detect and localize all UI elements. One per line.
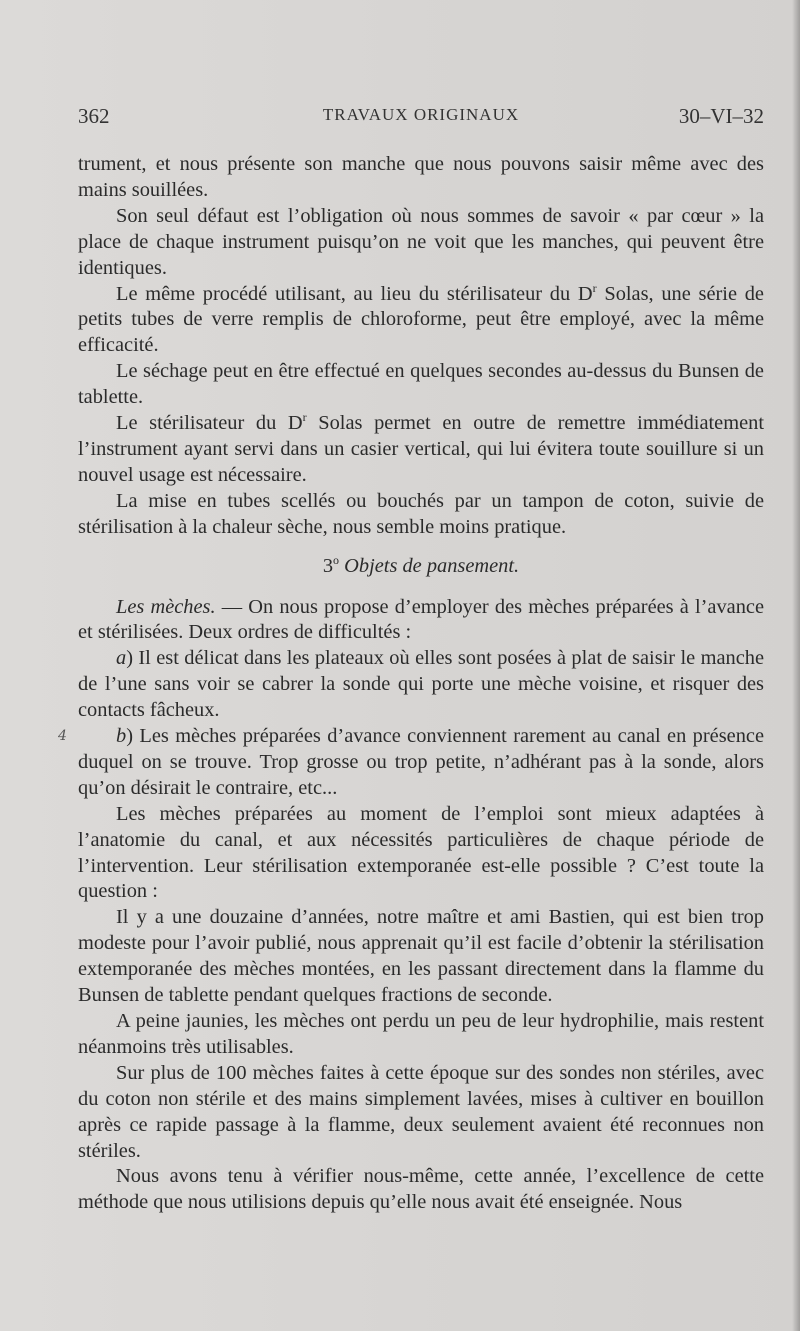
paragraph-8-text: ) Il est délicat dans les plateaux où elles sont posées à plat de saisir le manche de l’une sans voir se cabrer la sonde qui porte une mèche voisine, et risquer des contacts fâcheux. (78, 647, 764, 722)
paragraph-8 (78, 646, 764, 724)
margin-mark: 4 (58, 728, 67, 744)
paragraph-5-sup: r (302, 410, 307, 425)
paragraph-14: Nous avons tenu à vérifier nous-même, cette année, l’excellence de cette méthode que nous utilisions depuis qu’elle nous avait été enseignée. Nous (78, 1165, 764, 1214)
paragraph-8-letter: a (116, 647, 127, 670)
paragraph-3-text-a: Le même procédé utilisant, au lieu du stérilisateur du D (116, 282, 593, 305)
paragraph-5-text-b: Solas permet en outre de remettre immédiatement l’instrument ayant servi dans un casier vertical, qui lui évitera toute souillure si un nouvel usage est nécessaire. (78, 412, 764, 486)
heading-sup: o (333, 552, 340, 567)
heading-number: 3 (322, 554, 334, 577)
heading-text: Objets de pansement. (344, 554, 520, 577)
paragraph-3-text-b: Solas, une série de petits tubes de verre remplis de chloroforme, peut être employé, avec la même efficacité. (78, 282, 764, 357)
paragraph-7-text: — On nous propose d’employer des mèches préparées à l’avance et stérilisées. Deux ordres de difficultés : (78, 595, 765, 644)
paragraph-13: Sur plus de 100 mèches faites à cette époque sur des sondes non stériles, avec du coton non stérile et des mains simplement lavées, mises à cultiver en bouillon après ce rapide passage à la flamme, deux seulement avaient été reconnues non stériles. (78, 1061, 764, 1162)
paragraph-7-italic: Les mèches. (116, 595, 216, 618)
paragraph-5-text-a: Le stérilisateur du D (116, 412, 303, 435)
paragraph-7 (78, 595, 764, 647)
page-edge-shadow (792, 0, 800, 1331)
paragraph-2: Son seul défaut est l’obligation où nous sommes de savoir « par cœur » la place de chaque instrument puisqu’on ne voit que les manches, qui peuvent être identiques. (78, 204, 764, 279)
paragraph-10: Les mèches préparées au moment de l’emploi sont mieux adaptées à l’anatomie du canal, et aux nécessités particulières de chaque période de l’intervention. Leur stérilisation extemporanée est-elle possible ? C’est toute la question : (78, 802, 764, 903)
paragraph-1: trument, et nous présente son manche que nous pouvons saisir même avec des mains souillées. (78, 153, 764, 201)
paragraph-5 (78, 411, 764, 489)
running-title: TRAVAUX ORIGINAUX (322, 105, 520, 124)
header-date: 30–VI–32 (678, 104, 764, 128)
paragraph-9-text: ) Les mèches préparées d’avance conviennent rarement au canal en présence duquel on se trouve. Trop grosse ou trop petite, n’adhérant pas à la sonde, alors qu’on désirait le contraire, etc... (78, 725, 764, 799)
section-heading (78, 554, 764, 580)
paragraph-9-letter: b (116, 725, 127, 748)
paragraph-6: La mise en tubes scellés ou bouchés par un tampon de coton, suivie de stérilisation à la chaleur sèche, nous semble moins pratique. (78, 489, 764, 538)
paragraph-3-sup: r (592, 280, 597, 295)
page-number: 362 (78, 104, 110, 128)
paragraph-11: Il y a une douzaine d’années, notre maître et ami Bastien, qui est bien trop modeste pour l’avoir publié, nous apprenait qu’il est facile d’obtenir la stérilisation extemporanée des mèches montées, en les passant directement dans la flamme du Bunsen de tablette pendant quelques fractions de seconde. (78, 906, 764, 1007)
running-header (78, 104, 764, 134)
paragraph-4: Le séchage peut en être effectué en quelques secondes au-dessus du Bunsen de tablette. (78, 360, 764, 409)
paragraph-9 (78, 724, 764, 802)
body-text (78, 152, 764, 1216)
paragraph-3 (78, 282, 764, 360)
paragraph-12: A peine jaunies, les mèches ont perdu un peu de leur hydrophilie, mais restent néanmoins très utilisables. (78, 1010, 764, 1058)
